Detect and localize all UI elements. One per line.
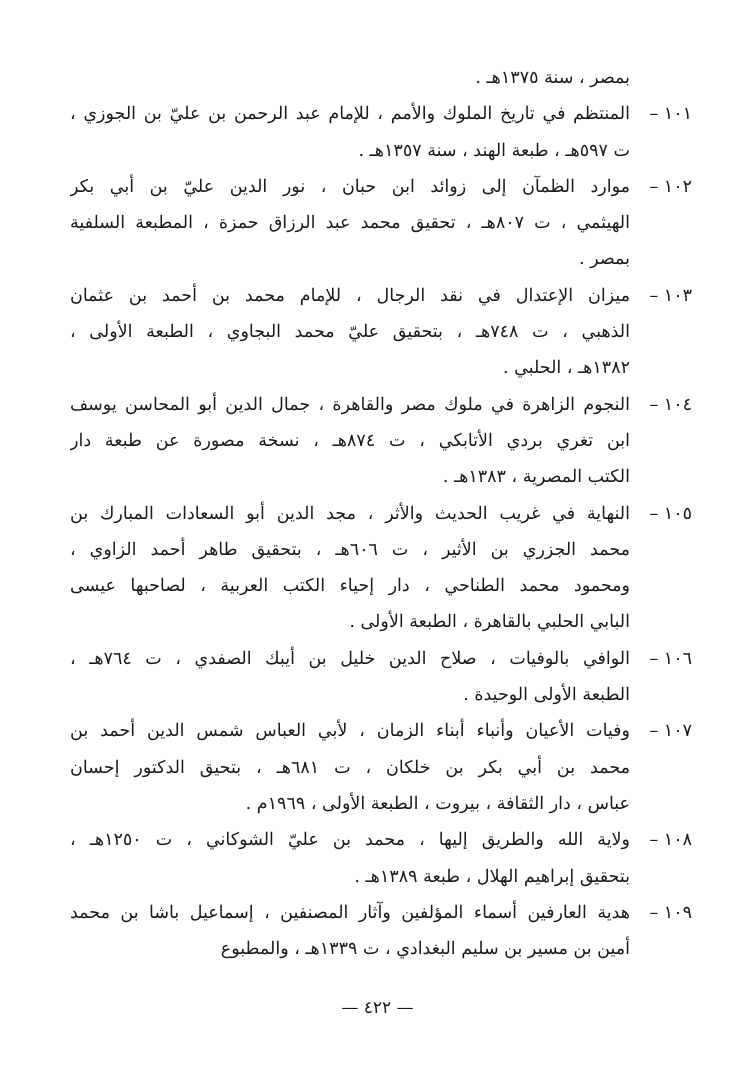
bibliography-entry — [70, 278, 692, 387]
bibliography-entry — [70, 96, 692, 169]
bibliography-entry — [70, 496, 692, 641]
entry-line: البابي الحلبي بالقاهرة ، الطبعة الأولى . — [349, 612, 630, 633]
page-number: — ٤٢٢ — — [341, 998, 414, 1018]
entry-line: أمين بن مسير بن سليم البغدادي ، ت ١٣٣٩هـ ، والمطبوع — [220, 939, 630, 960]
entry-line: المنتظم في تاريخ الملوك والأمم ، للإمام عبد الرحمن بن عليّ بن الجوزي ، — [70, 104, 630, 125]
bibliography-list — [70, 96, 692, 967]
entry-line: الكتب المصرية ، ١٣٨٣هـ . — [442, 467, 630, 488]
entry-line: ومحمود محمد الطناحي ، دار إحياء الكتب العربية ، لصاحبها عيسى — [70, 576, 630, 597]
bibliography-entry — [70, 895, 692, 968]
entry-number: ١٠١ – — [649, 104, 692, 125]
entry-line: بتحقيق إبراهيم الهلال ، طبعة ١٣٨٩هـ . — [354, 866, 630, 887]
entry-line: هدية العارفين أسماء المؤلفين وآثار المصنفين ، إسماعيل باشا بن محمد — [70, 902, 630, 923]
entry-line: الهيثمي ، ت ٨٠٧هـ ، تحقيق محمد عبد الرزاق حمزة ، المطبعة السلفية — [70, 213, 630, 234]
bibliography-entry — [70, 641, 692, 714]
entry-line: ولاية الله والطريق إليها ، محمد بن عليّ الشوكاني ، ت ١٢٥٠هـ ، — [70, 830, 630, 851]
entry-number: ١٠٥ – — [649, 503, 692, 524]
entry-line: ١٣٨٢هـ ، الحلبي . — [502, 358, 630, 379]
entry-number: ١٠٦ – — [649, 648, 692, 669]
entry-line: بمصر . — [579, 249, 630, 270]
entry-line: النهاية في غريب الحديث والأثر ، مجد الدين أبو السعادات المبارك بن — [70, 503, 630, 524]
continuation-text — [70, 60, 630, 96]
entry-number: ١٠٩ – — [649, 902, 692, 923]
entry-line: موارد الظمآن إلى زوائد ابن حبان ، نور الدين عليّ بن أبي بكر — [70, 176, 630, 197]
entry-number: ١٠٢ – — [649, 176, 692, 197]
entry-line: عباس ، دار الثقافة ، بيروت ، الطبعة الأولى ، ١٩٦٩م . — [245, 793, 630, 814]
bibliography-entry — [70, 822, 692, 895]
entry-line: الوافي بالوفيات ، صلاح الدين خليل بن أيبك الصفدي ، ت ٧٦٤هـ ، — [70, 648, 630, 669]
entry-line: الطبعة الأولى الوحيدة . — [463, 685, 630, 706]
entry-line: محمد بن أبي بكر بن خلكان ، ت ٦٨١هـ ، بتحيق الدكتور إحسان — [70, 757, 630, 778]
entry-number: ١٠٨ – — [649, 830, 692, 851]
entry-line: النجوم الزاهرة في ملوك مصر والقاهرة ، جمال الدين أبو المحاسن يوسف — [70, 394, 630, 415]
entry-number: ١٠٤ – — [649, 394, 692, 415]
bibliography-entry — [70, 387, 692, 496]
continuation-line: بمصر ، سنة ١٣٧٥هـ . — [475, 68, 630, 88]
entry-line: محمد الجزري بن الأثير ، ت ٦٠٦هـ ، بتحقيق طاهر أحمد الزاوي ، — [70, 539, 630, 560]
bibliography-entry — [70, 169, 692, 278]
entry-number: ١٠٧ – — [649, 721, 692, 742]
entry-number: ١٠٣ – — [649, 285, 692, 306]
bibliography-entry — [70, 713, 692, 822]
entry-line: الذهبي ، ت ٧٤٨هـ ، بتحقيق عليّ محمد البجاوي ، الطبعة الأولى ، — [70, 322, 630, 343]
entry-line: ت ٥٩٧هـ ، طبعة الهند ، سنة ١٣٥٧هـ . — [358, 140, 630, 161]
entry-line: ابن تغري بردي الأتابكي ، ت ٨٧٤هـ ، نسخة مصورة عن طبعة دار — [70, 430, 630, 451]
entry-line: ميزان الإعتدال في نقد الرجال ، للإمام محمد بن أحمد بن عثمان — [70, 285, 630, 306]
page-body — [70, 60, 692, 1038]
entry-line: وفيات الأعيان وأنباء أبناء الزمان ، لأبي العباس شمس الدين أحمد بن — [70, 721, 630, 742]
